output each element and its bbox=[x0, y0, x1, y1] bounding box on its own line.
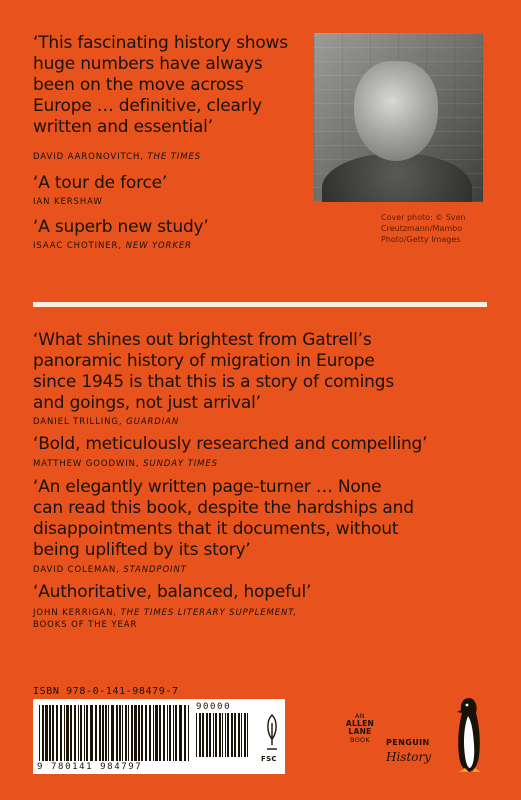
isbn-label: ISBN 978-0-141-98479-7 bbox=[33, 686, 179, 697]
barcode-icon bbox=[39, 705, 189, 761]
barcode-bar bbox=[45, 705, 48, 761]
penguin-wordmark: PENGUIN bbox=[386, 738, 430, 747]
quote-trilling: ‘What shines out brightest from Gatrell’s panoramic history of migration in Europe since 1945 is that this is a story of comings and goings, not just arrival’ bbox=[33, 330, 394, 413]
barcode-bar bbox=[49, 705, 51, 761]
attribution-author: MATTHEW GOODWIN, bbox=[33, 459, 144, 469]
barcode-bar bbox=[184, 705, 186, 761]
allen-lane-book: BOOK bbox=[349, 736, 371, 744]
attribution-source: THE TIMES LITERARY SUPPLEMENT, bbox=[120, 608, 297, 618]
allen-lane-allen: ALLEN bbox=[345, 719, 375, 728]
barcode-addon-digits: 90000 bbox=[196, 702, 232, 712]
penguin-logo-icon bbox=[451, 696, 487, 774]
barcode-bar bbox=[159, 705, 161, 761]
barcode-bar bbox=[105, 705, 107, 761]
barcode-bar bbox=[209, 713, 211, 757]
attribution-source: STANDPOINT bbox=[123, 565, 187, 575]
attribution-aaronovitch bbox=[33, 151, 201, 163]
attribution-coleman bbox=[33, 564, 187, 576]
barcode-bar bbox=[213, 713, 214, 757]
barcode-bar bbox=[80, 705, 82, 761]
divider-bar bbox=[33, 302, 487, 307]
quote-goodwin: ‘Bold, meticulously researched and compelling’ bbox=[33, 434, 428, 454]
attribution-author: DANIEL TRILLING, bbox=[33, 417, 127, 427]
barcode-bar bbox=[138, 705, 140, 761]
barcode-bar bbox=[173, 705, 174, 761]
allen-lane-an: AN bbox=[355, 712, 365, 720]
attribution-author: DAVID AARONOVITCH, bbox=[33, 152, 148, 162]
barcode-bar bbox=[145, 705, 147, 761]
author-portrait-icon bbox=[354, 61, 438, 161]
history-imprint: History bbox=[386, 750, 432, 764]
attribution-trilling bbox=[33, 416, 179, 428]
barcode-bar bbox=[169, 705, 171, 761]
attribution-goodwin bbox=[33, 458, 218, 470]
barcode-bar bbox=[125, 705, 127, 761]
barcode-bar bbox=[111, 705, 114, 761]
barcode-bar bbox=[244, 713, 246, 757]
quote-chotiner: ‘A superb new study’ bbox=[33, 217, 209, 237]
quote-aaronovitch: ‘This fascinating history shows huge numbers have always been on the move across Europe … definitive, clearly written and essential’ bbox=[33, 33, 288, 137]
barcode-bar bbox=[128, 705, 129, 761]
barcode-bar bbox=[227, 713, 229, 757]
barcode-digits: 9 780141 984797 bbox=[37, 762, 143, 772]
barcode-bar bbox=[122, 705, 123, 761]
attribution-source: NEW YORKER bbox=[125, 241, 192, 251]
barcode-bar bbox=[95, 705, 97, 761]
barcode-bar bbox=[167, 705, 168, 761]
quote-coleman: ‘An elegantly written page-turner … None can read this book, despite the hardships and disappointments that it documents, without being uplifted by its story’ bbox=[33, 477, 414, 560]
barcode-bar bbox=[116, 705, 118, 761]
fsc-tree-icon bbox=[263, 711, 281, 761]
barcode-bar bbox=[175, 705, 177, 761]
quote-kershaw: ‘A tour de force’ bbox=[33, 173, 168, 193]
attribution-author: ISAAC CHOTINER, bbox=[33, 241, 126, 251]
attribution-kershaw: IAN KERSHAW bbox=[33, 197, 103, 207]
barcode-bar bbox=[241, 713, 242, 757]
attribution-chotiner bbox=[33, 240, 192, 252]
barcode-bar bbox=[78, 705, 79, 761]
barcode-bar bbox=[206, 713, 208, 757]
author-photo bbox=[314, 33, 483, 202]
barcode-bar bbox=[102, 705, 104, 761]
barcode-bar bbox=[90, 705, 93, 761]
allen-lane-lane: LANE bbox=[348, 727, 372, 736]
fsc-label: FSC bbox=[261, 755, 277, 763]
barcode-panel bbox=[33, 699, 285, 774]
barcode-bar bbox=[219, 713, 221, 757]
barcode-addon-icon bbox=[196, 713, 248, 765]
barcode-bar bbox=[52, 705, 54, 761]
barcode-bar bbox=[234, 713, 236, 757]
barcode-bar bbox=[225, 713, 226, 757]
barcode-bar bbox=[238, 713, 240, 757]
attribution-source: GUARDIAN bbox=[126, 417, 180, 427]
barcode-bar bbox=[74, 705, 76, 761]
barcode-bar bbox=[134, 705, 137, 761]
barcode-bar bbox=[141, 705, 143, 761]
attribution-author: DAVID COLEMAN, bbox=[33, 565, 124, 575]
barcode-bar bbox=[153, 705, 154, 761]
barcode-bar bbox=[231, 713, 233, 757]
attribution-extra: BOOKS OF THE YEAR bbox=[33, 620, 138, 630]
barcode-bar bbox=[202, 713, 204, 757]
attribution-kerrigan bbox=[33, 607, 297, 631]
barcode-bar bbox=[155, 705, 158, 761]
barcode-bar bbox=[215, 713, 217, 757]
barcode-bar bbox=[188, 705, 189, 761]
barcode-bar bbox=[149, 705, 151, 761]
allen-lane-logo bbox=[340, 712, 380, 744]
photo-credit: Cover photo: © Sven Creutzmann/Mambo Photo/Getty Images bbox=[381, 213, 466, 244]
barcode-bar bbox=[39, 705, 40, 761]
barcode-bar bbox=[108, 705, 109, 761]
attribution-author: JOHN KERRIGAN, bbox=[33, 608, 121, 618]
barcode-bar bbox=[199, 713, 201, 757]
barcode-bar bbox=[42, 705, 44, 761]
quote-kerrigan: ‘Authoritative, balanced, hopeful’ bbox=[33, 582, 312, 602]
barcode-bar bbox=[56, 705, 58, 761]
barcode-bar bbox=[66, 705, 69, 761]
barcode-bar bbox=[60, 705, 62, 761]
barcode-bar bbox=[131, 705, 133, 761]
barcode-bar bbox=[179, 705, 182, 761]
barcode-bar bbox=[64, 705, 65, 761]
barcode-bar bbox=[196, 713, 197, 757]
barcode-bar bbox=[247, 713, 248, 757]
barcode-bar bbox=[119, 705, 121, 761]
barcode-bar bbox=[84, 705, 85, 761]
barcode-bar bbox=[222, 713, 223, 757]
attribution-source: SUNDAY TIMES bbox=[143, 459, 218, 469]
barcode-bar bbox=[163, 705, 165, 761]
barcode-bar bbox=[70, 705, 72, 761]
barcode-bar bbox=[86, 705, 88, 761]
barcode-bar bbox=[99, 705, 101, 761]
attribution-source: THE TIMES bbox=[147, 152, 202, 162]
